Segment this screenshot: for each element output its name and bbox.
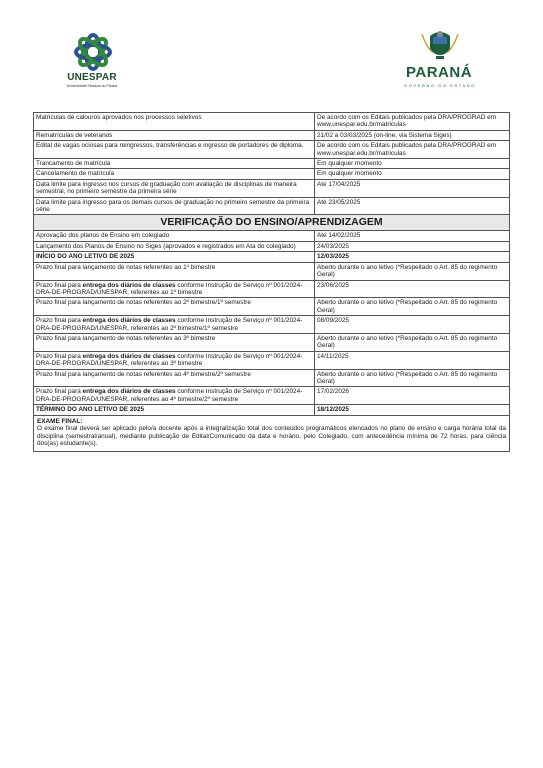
- table-row: [34, 130, 510, 140]
- unespar-emblem-icon: [58, 30, 128, 74]
- table-row: [34, 241, 510, 251]
- unespar-name: UNESPAR: [67, 72, 117, 83]
- event-label: INÍCIO DO ANO LETIVO DE 2025: [34, 252, 315, 262]
- exam-title: EXAME FINAL:: [37, 417, 83, 425]
- event-date: Em qualquer momento: [315, 169, 510, 179]
- table-row: [34, 316, 510, 334]
- event-date: 08/09/2025: [315, 316, 510, 334]
- label-emphasis: entrega dos diários de classes: [82, 281, 176, 289]
- label-emphasis: entrega dos diários de classes: [82, 388, 176, 396]
- event-date: Em qualquer momento: [315, 159, 510, 169]
- event-label: TÉRMINO DO ANO LETIVO DE 2025: [34, 405, 315, 415]
- label-suffix: conforme Instrução de Serviço nº 001/2024-DRA-DE-PROGRAD/UNESPAR, referentes ao 4º bimestre/2º semestre: [36, 388, 303, 403]
- event-label: [34, 387, 315, 405]
- label-prefix: Prazo final para: [36, 281, 83, 289]
- unespar-subtitle: Universidade Estadual do Paraná: [66, 84, 118, 88]
- event-label: Lançamento dos Planos de Ensino no Siges (aprovados e registrados em Ata do colegiado): [34, 241, 315, 251]
- event-date: 17/02/2026: [315, 387, 510, 405]
- table-row: [34, 231, 510, 241]
- parana-name: PARANÁ: [405, 64, 473, 81]
- event-label: Data limite para ingresso nos cursos de graduação com avaliação de disciplinas de maneira semestral, no primeiro semestre da primeira série: [34, 179, 315, 197]
- event-label: Matrículas de calouros aprovados nos processos seletivos: [34, 113, 315, 131]
- event-date: Até 17/04/2025: [315, 179, 510, 197]
- event-label: Edital de vagas ociosas para reingressos, transferências e ingresso de portadores de diploma.: [34, 141, 315, 159]
- event-date: Até 23/05/2025: [315, 197, 510, 215]
- table-row: [34, 179, 510, 197]
- section-title: VERIFICAÇÃO DO ENSINO/APRENDIZAGEM: [34, 215, 510, 231]
- exam-row: [34, 415, 510, 451]
- label-prefix: Prazo final para: [36, 388, 83, 396]
- event-date: 18/12/2025: [315, 405, 510, 415]
- table-row: [34, 252, 510, 262]
- event-date: 23/06/2025: [315, 280, 510, 298]
- parana-subtitle: GOVERNO DO ESTADO: [403, 83, 477, 88]
- event-date: 24/03/2025: [315, 241, 510, 251]
- table-row: [34, 169, 510, 179]
- event-date: 14/11/2025: [315, 351, 510, 369]
- academic-calendar-table: [33, 112, 510, 452]
- event-label: Data limite para ingresso para os demais cursos de graduação no primeiro semestre da primeira série: [34, 197, 315, 215]
- event-label: Prazo final para lançamento de notas referentes ao 1º bimestre: [34, 262, 315, 280]
- event-label: Prazo final para lançamento de notas referentes ao 4º bimestre/2º semestre: [34, 369, 315, 387]
- table-row: [34, 197, 510, 215]
- table-row: [34, 369, 510, 387]
- event-date: De acordo com os Editais publicados pela DRA/PROGRAD em www.unespar.edu.br/matriculas: [315, 141, 510, 159]
- section-header-row: [34, 215, 510, 231]
- event-label: Cancelamento de matrícula: [34, 169, 315, 179]
- event-date: Aberto durante o ano letivo (*Respeitado o Art. 85 do regimento Geral): [315, 369, 510, 387]
- label-prefix: Prazo final para: [36, 317, 83, 325]
- event-date: Aberto durante o ano letivo (*Respeitado o Art. 85 do regimento Geral): [315, 333, 510, 351]
- table-row: [34, 141, 510, 159]
- table-row: [34, 298, 510, 316]
- event-label: Aprovação dos planos de Ensino em colegiado: [34, 231, 315, 241]
- event-label: Trancamento de matrícula: [34, 159, 315, 169]
- unespar-logo: [58, 30, 128, 102]
- label-prefix: Prazo final para: [36, 352, 83, 360]
- table-row: [34, 262, 510, 280]
- event-date: De acordo com os Editais publicados pela DRA/PROGRAD em www.unespar.edu.br/matriculas: [315, 113, 510, 131]
- table-row: [34, 280, 510, 298]
- event-label: Prazo final para lançamento de notas referentes ao 3º bimestre: [34, 333, 315, 351]
- event-label: [34, 316, 315, 334]
- event-label: [34, 280, 315, 298]
- exam-cell: [34, 415, 510, 451]
- event-date: 21/02 a 03/03/2025 (on-line, via Sistema Siges): [315, 130, 510, 140]
- table-row: [34, 333, 510, 351]
- event-label: Prazo final para lançamento de notas referentes ao 2º bimestre/1º semestre: [34, 298, 315, 316]
- event-label: [34, 351, 315, 369]
- table-row: [34, 387, 510, 405]
- table-row: [34, 159, 510, 169]
- table-row: [34, 113, 510, 131]
- label-suffix: conforme Instrução de Serviço nº 001/2024-DRA-DE-PROGRAD/UNESPAR, referentes ao 1º bimestre: [36, 281, 303, 296]
- event-label: Rematrículas de veteranos: [34, 130, 315, 140]
- label-emphasis: entrega dos diários de classes: [82, 352, 176, 360]
- event-date: Aberto durante o ano letivo (*Respeitado o Art. 85 do regimento Geral): [315, 262, 510, 280]
- event-date: Até 14/02/2025: [315, 231, 510, 241]
- event-date: Aberto durante o ano letivo (*Respeitado o Art. 85 do regimento Geral): [315, 298, 510, 316]
- parana-coat-of-arms-icon: [392, 26, 488, 66]
- label-suffix: conforme Instrução de Serviço nº 001/2024-DRA-DE-PROGRAD/UNESPAR, referentes ao 2º bimestre/1º semestre: [36, 317, 303, 332]
- exam-text: O exame final deverá ser aplicado pelo/a docente após a integralização total dos conteúdos programáticos elencados no plano de ensino e carga horária total da disciplina (semestral/anual), mediante publicação de Edital/Comunicado da data e horário, pelo Colegiado, com antecedência mínima de 72 horas, para ciência dos(as) estudante(s).: [37, 425, 506, 448]
- table-row: [34, 351, 510, 369]
- label-suffix: conforme Instrução de Serviço nº 001/2024-DRA-DE-PROGRAD/UNESPAR, referentes ao 3º bimestre: [36, 352, 303, 368]
- event-date: 12/03/2025: [315, 252, 510, 262]
- label-emphasis: entrega dos diários de classes: [82, 317, 176, 325]
- table-row: [34, 405, 510, 415]
